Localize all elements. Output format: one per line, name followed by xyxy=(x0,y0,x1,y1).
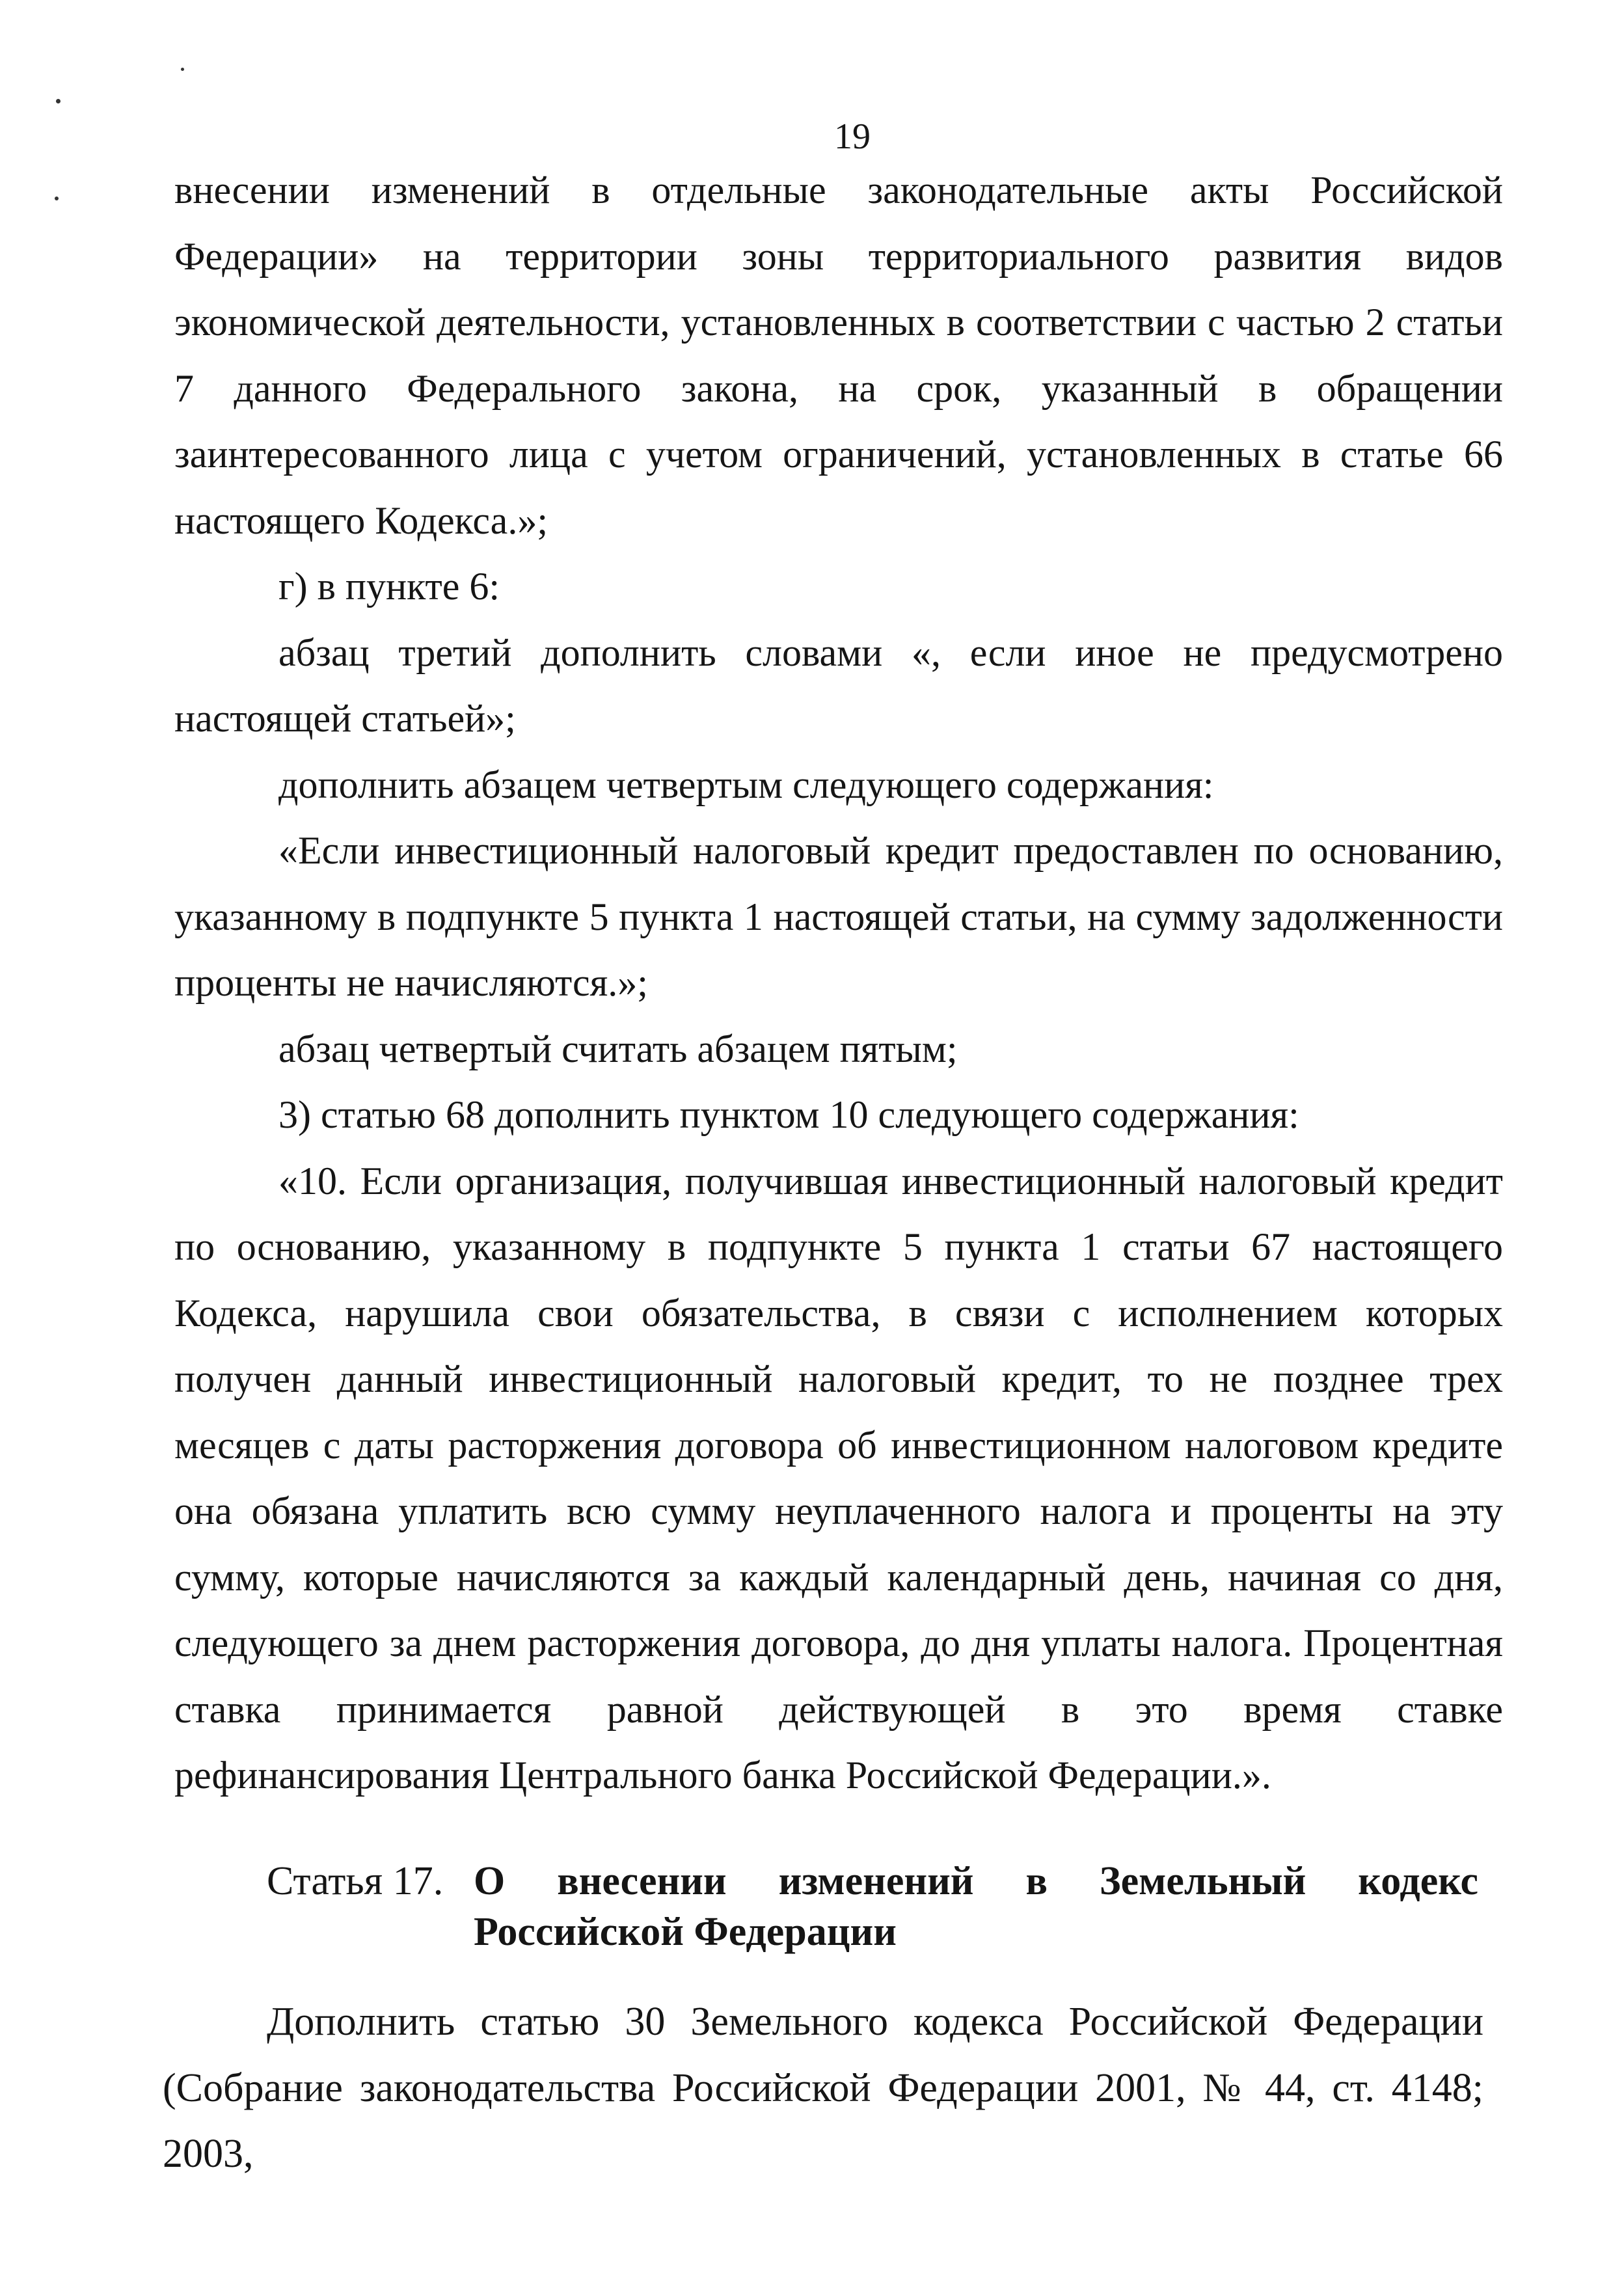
article-paragraph: Дополнить статью 30 Земельного кодекса Российской Федерации (Собрание законодательства Российской Федерации 2001, № 44, ст. 4148; 2003, xyxy=(163,2000,1483,2176)
article-title: О внесении изменений в Земельный кодекс Российской Федерации xyxy=(474,1859,1478,1954)
page-number: 19 xyxy=(834,116,871,157)
paragraph-quote-credit: «Если инвестиционный налоговый кредит предоставлен по основанию, указанному в подпункте 5 пункта 1 настоящей статьи, на сумму задолженности проценты не начисляются.»; xyxy=(174,829,1503,1004)
scan-speck xyxy=(56,99,61,103)
article-body xyxy=(163,1989,1483,2188)
paragraph-item-g: г) в пункте 6: xyxy=(278,565,500,608)
paragraph-add-abzac-4: дополнить абзацем четвертым следующего содержания: xyxy=(278,763,1214,806)
body-text xyxy=(174,157,1503,1809)
scan-speck xyxy=(55,197,59,200)
paragraph-continuation: внесении изменений в отдельные законодательные акты Российской Федерации» на территории зоны территориального развития видов экономической деятельности, установленных в соответствии с частью 2 статьи 7 данного Федерального закона, на срок, указанный в обращении заинтересованного лица с учетом ограничений, установленных в статье 66 настоящего Кодекса.»; xyxy=(174,169,1503,542)
paragraph-abzac-5: абзац четвертый считать абзацем пятым; xyxy=(278,1027,958,1070)
paragraph-quote-10: «10. Если организация, получившая инвестиционный налоговый кредит по основанию, указанному в подпункте 5 пункта 1 статьи 67 настоящего Кодекса, нарушила свои обязательства, в связи с исполнением которых получен данный инвестиционный налоговый кредит, то не позднее трех месяцев с даты расторжения договора об инвестиционном налоговом кредите она обязана уплатить всю сумму неуплаченного налога и проценты на эту сумму, которые начисляются за каждый календарный день, начиная со дня, следующего за днем расторжения договора, до дня уплаты налога. Процентная ставка принимается равной действующей в это время ставке рефинансирования Центрального банка Российской Федерации.». xyxy=(174,1159,1503,1797)
paragraph-item-3: 3) статью 68 дополнить пунктом 10 следующего содержания: xyxy=(278,1093,1299,1136)
article-label: Статья 17. xyxy=(267,1859,444,1903)
paragraph-abzac-3: абзац третий дополнить словами «, если иное не предусмотрено настоящей статьей»; xyxy=(174,631,1503,740)
scan-speck xyxy=(181,68,184,71)
article-heading xyxy=(267,1856,1478,1957)
